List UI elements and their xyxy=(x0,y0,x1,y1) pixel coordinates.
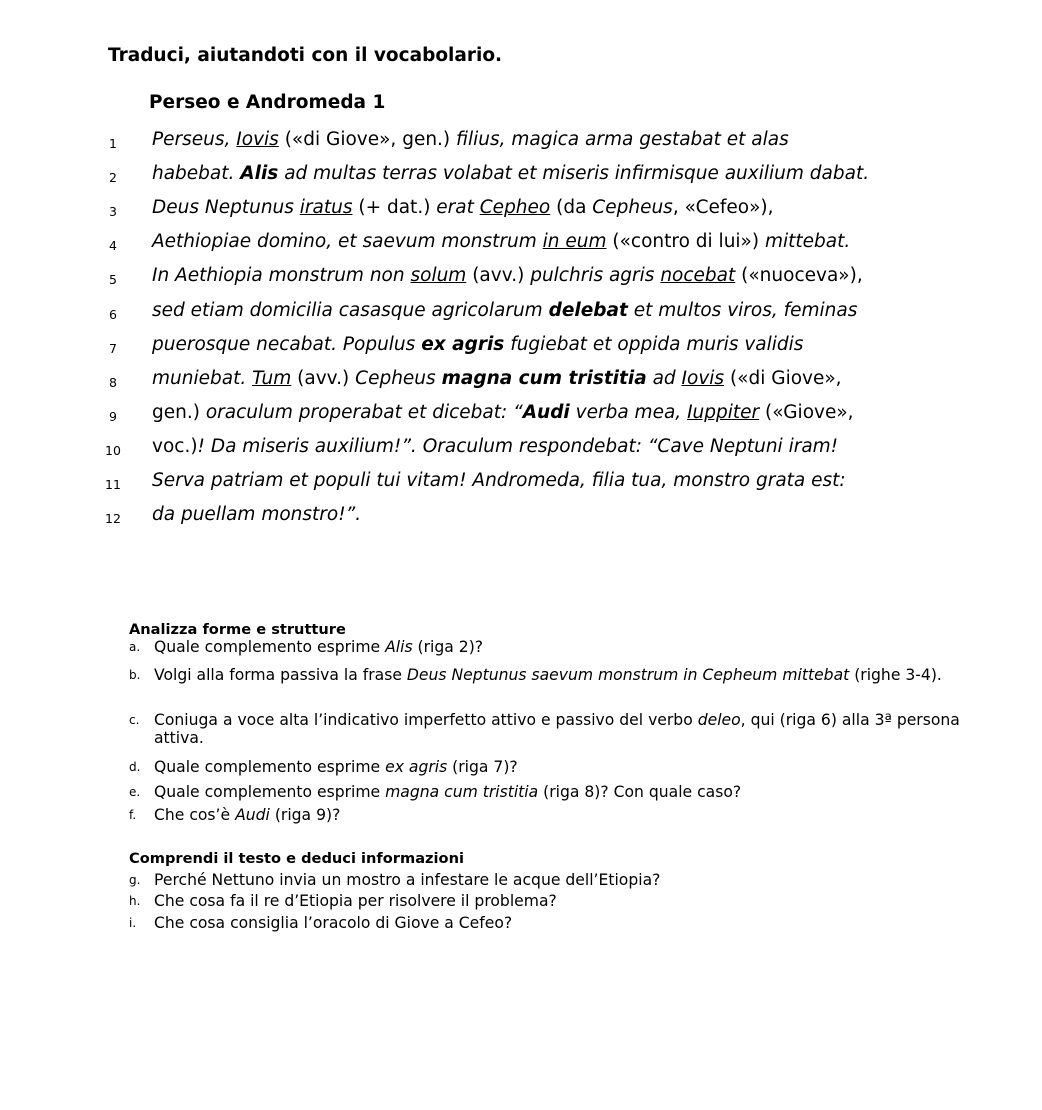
text-segment: pulchris agris xyxy=(530,265,661,287)
text-line xyxy=(0,125,1042,159)
text-segment: (+ dat.) xyxy=(352,197,437,219)
text-segment: Quale complemento esprime xyxy=(154,783,386,801)
text-segment: Quale complemento esprime xyxy=(154,638,386,656)
text-segment: («di Giove», xyxy=(724,367,842,389)
text-segment: (righe 3-4). xyxy=(849,666,942,684)
text-line xyxy=(0,296,1042,330)
line-number: 10 xyxy=(105,442,121,458)
text-segment: Volgi alla forma passiva la frase xyxy=(154,666,407,684)
line-text xyxy=(152,261,863,291)
text-segment: , qui (riga 6) alla 3ª persona attiva. xyxy=(154,711,960,747)
text-segment: (riga 7)? xyxy=(447,758,518,776)
line-text xyxy=(152,159,869,189)
text-segment: (avv.) xyxy=(466,265,531,287)
text-line xyxy=(0,227,1042,261)
text-segment: filius, magica arma gestabat et alas xyxy=(456,129,789,150)
text-segment: (riga 2)? xyxy=(412,638,484,656)
text-segment: gen.) xyxy=(152,401,206,423)
text-segment: mittebat. xyxy=(764,231,851,253)
text-segment: nocebat xyxy=(660,265,736,287)
text-line xyxy=(0,364,1042,398)
text-segment: In Aethiopia monstrum non xyxy=(152,265,411,287)
exercise-letter: g. xyxy=(129,873,141,887)
text-title: Perseo e Andromeda 1 xyxy=(149,92,386,113)
text-segment: , «Cefeo»), xyxy=(672,197,774,219)
text-segment: ad xyxy=(646,367,682,389)
line-text xyxy=(152,125,789,155)
line-text xyxy=(152,296,857,326)
line-number: 11 xyxy=(105,477,121,492)
text-line xyxy=(0,432,1042,466)
text-segment: (riga 8)? Con quale caso? xyxy=(538,783,742,801)
text-segment: (avv.) xyxy=(291,367,356,389)
exercise-letter: d. xyxy=(129,760,141,774)
text-segment: («Giove», xyxy=(759,401,854,423)
text-segment: magna cum tristitia xyxy=(385,783,539,801)
text-segment: Serva patriam et populi tui vitam! Andromeda, filia tua, monstro grata est: xyxy=(152,470,846,491)
text-line xyxy=(0,500,1042,534)
section-title-analizza: Analizza forme e strutture xyxy=(129,621,346,638)
exercise-letter: i. xyxy=(129,916,137,930)
text-segment: Quale complemento esprime xyxy=(154,758,386,776)
text-line xyxy=(0,193,1042,227)
text-segment: da puellam monstro!”. xyxy=(152,504,362,526)
text-segment: iratus xyxy=(299,197,353,219)
line-number: 9 xyxy=(109,408,117,424)
exercise-letter: a. xyxy=(129,640,141,654)
exercise-text xyxy=(154,871,994,889)
text-segment: Alis xyxy=(385,638,413,656)
exercise-letter: f. xyxy=(129,808,137,822)
line-text xyxy=(152,500,361,530)
text-segment: sed etiam domicilia casasque agricolarum xyxy=(152,299,549,321)
text-line xyxy=(0,398,1042,432)
text-segment: («di Giove», gen.) xyxy=(278,129,457,150)
line-text xyxy=(152,330,803,360)
text-segment: fugiebat et oppida muris validis xyxy=(504,333,804,355)
line-text xyxy=(152,193,774,223)
instruction-heading: Traduci, aiutandoti con il vocabolario. xyxy=(108,45,503,66)
exercise-letter: c. xyxy=(129,713,140,727)
text-segment: Cepheus xyxy=(355,367,442,389)
text-segment: puerosque necabat. Populus xyxy=(152,333,422,355)
section-title-comprendi: Comprendi il testo e deduci informazioni xyxy=(129,850,464,867)
exercise-letter: b. xyxy=(129,668,141,682)
text-segment: Iovis xyxy=(681,367,725,389)
line-number: 8 xyxy=(109,374,117,390)
text-segment: Cepheus xyxy=(592,197,673,219)
text-segment: solum xyxy=(410,265,467,287)
text-segment: muniebat. xyxy=(152,367,253,389)
line-text xyxy=(152,227,850,257)
text-segment: Perché Nettuno invia un mostro a infestare le acque dell’Etiopia? xyxy=(154,871,661,889)
text-line xyxy=(0,330,1042,364)
text-segment: delebat xyxy=(548,299,628,321)
line-text xyxy=(152,364,842,394)
text-line xyxy=(0,466,1042,500)
text-segment: Coniuga a voce alta l’indicativo imperfetto attivo e passivo del verbo xyxy=(154,711,698,729)
text-segment: et multos viros, feminas xyxy=(627,299,858,321)
line-number: 2 xyxy=(109,170,117,186)
text-segment: ad multas terras volabat et miseris infirmisque auxilium dabat. xyxy=(278,163,870,185)
text-segment: Iovis xyxy=(236,129,279,150)
line-text xyxy=(152,398,854,428)
text-segment: verba mea, xyxy=(569,401,688,423)
exercise-letter: h. xyxy=(129,894,141,908)
text-segment: («nuoceva»), xyxy=(735,265,863,287)
text-segment: Audi xyxy=(235,806,270,824)
exercise-text xyxy=(154,758,994,776)
exercise-text xyxy=(154,711,994,747)
line-number: 7 xyxy=(109,340,117,356)
text-segment: Che cos’è xyxy=(154,806,236,824)
text-segment: erat xyxy=(436,197,480,219)
exercise-text xyxy=(154,806,994,824)
text-segment: Alis xyxy=(240,163,279,185)
text-line xyxy=(0,159,1042,193)
line-text xyxy=(152,466,846,496)
text-segment: oraculum properabat et dicebat: “ xyxy=(205,401,523,423)
text-segment: habebat. xyxy=(152,163,241,185)
text-segment: voc.) xyxy=(152,435,198,457)
text-segment: in eum xyxy=(542,231,607,253)
text-segment: deleo xyxy=(697,711,741,729)
text-segment: Deus Neptunus xyxy=(152,197,300,219)
text-segment: Cepheo xyxy=(479,197,551,219)
text-segment: Perseus, xyxy=(152,129,237,150)
line-number: 4 xyxy=(109,238,117,254)
text-segment: Audi xyxy=(522,401,570,423)
text-segment: («contro di lui») xyxy=(606,231,765,253)
text-segment: ex agris xyxy=(421,333,505,355)
line-number: 5 xyxy=(109,272,117,288)
text-segment: Aethiopiae domino, et saevum monstrum xyxy=(152,231,543,253)
line-number: 6 xyxy=(109,306,117,322)
exercise-letter: e. xyxy=(129,785,141,799)
exercise-text xyxy=(154,892,994,910)
text-segment: Iuppiter xyxy=(687,401,760,423)
exercise-text xyxy=(154,783,994,801)
text-line xyxy=(0,261,1042,295)
text-segment: (riga 9)? xyxy=(269,806,341,824)
exercise-text xyxy=(154,914,994,932)
line-number: 1 xyxy=(109,136,117,151)
text-segment: magna cum tristitia xyxy=(441,367,647,389)
text-segment: Che cosa consiglia l’oracolo di Giove a Cefeo? xyxy=(154,914,513,932)
exercise-text xyxy=(154,638,994,656)
line-text xyxy=(152,432,838,462)
text-segment: (da xyxy=(550,197,593,219)
text-segment: Che cosa fa il re d’Etiopia per risolvere il problema? xyxy=(154,892,557,910)
exercise-text xyxy=(154,666,994,684)
line-number: 3 xyxy=(109,204,117,220)
text-segment: ! Da miseris auxilium!”. Oraculum respondebat: “Cave Neptuni iram! xyxy=(197,435,839,457)
text-segment: ex agris xyxy=(385,758,448,776)
line-number: 12 xyxy=(105,511,121,527)
text-segment: Deus Neptunus saevum monstrum in Cepheum mittebat xyxy=(406,666,850,684)
text-segment: Tum xyxy=(252,367,292,389)
